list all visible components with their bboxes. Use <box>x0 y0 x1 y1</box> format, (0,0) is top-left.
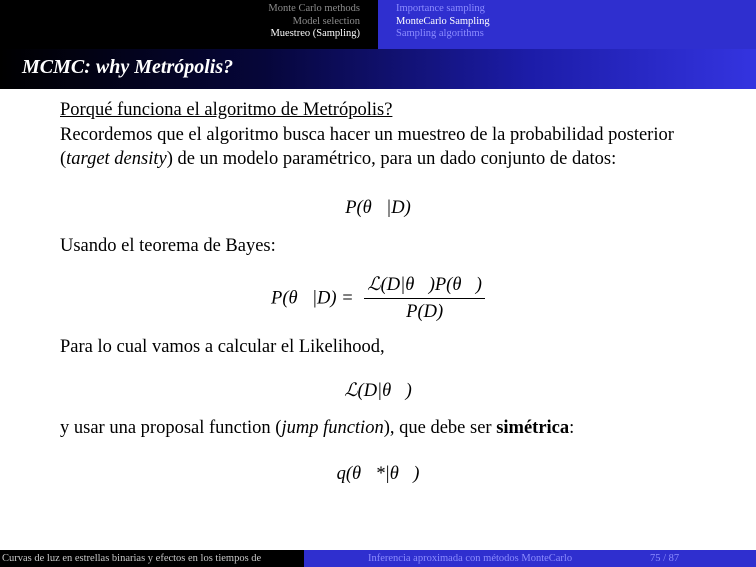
equation-bayes-numerator: ℒ(D|θ⃗)P(θ⃗) <box>364 273 485 300</box>
footer-page-number: 75 / 87 <box>650 553 680 564</box>
paragraph-bayes: Usando el teorema de Bayes: <box>60 236 276 256</box>
frame-title-bar <box>0 49 756 89</box>
nav-subsections <box>378 0 756 49</box>
slide-content <box>60 98 710 487</box>
top-navigation-bar <box>0 0 756 49</box>
paragraph-intro: Recordemos que el algoritmo busca hacer un muestreo de la probabilidad posterior (target density) de un modelo paramétrico, para un dado conjunto de datos: <box>60 124 674 169</box>
nav-subsection-montecarlo-sampling[interactable]: MonteCarlo Sampling <box>396 15 490 27</box>
footer-bar <box>0 550 756 567</box>
equation-likelihood: ℒ(D|θ⃗) <box>344 381 412 401</box>
equation-bayes-lhs: P(θ⃗|D) = <box>271 287 354 308</box>
frame-title: MCMC: why Metrópolis? <box>22 56 234 78</box>
equation-bayes-fraction <box>364 273 485 325</box>
footer-author-title: Curvas de luz en estrellas binarias y efectos en los tiempos de <box>0 550 304 567</box>
nav-sections <box>0 0 378 49</box>
paragraph-proposal: y usar una proposal function (jump function), que debe ser simétrica: <box>60 417 575 438</box>
footer-talk-title: Inferencia aproximada con métodos MonteCarlo <box>368 553 573 564</box>
nav-section-model-selection[interactable]: Model selection <box>292 15 360 27</box>
nav-subsection-sampling-algorithms[interactable]: Sampling algorithms <box>396 28 484 39</box>
nav-section-muestreo[interactable]: Muestreo (Sampling) <box>270 28 360 39</box>
equation-bayes-denominator: P(D) <box>406 302 444 322</box>
nav-section-monte-carlo-methods[interactable]: Monte Carlo methods <box>268 3 360 14</box>
equation-proposal: q(θ⃗*|θ⃗) <box>336 464 420 484</box>
paragraph-likelihood: Para lo cual vamos a calcular el Likelihood, <box>60 336 385 357</box>
equation-bayes <box>0 273 756 325</box>
question-heading: Porqué funciona el algoritmo de Metrópolis? <box>60 100 393 120</box>
nav-subsection-importance-sampling[interactable]: Importance sampling <box>396 3 485 14</box>
equation-posterior: P(θ⃗|D) <box>345 197 411 218</box>
